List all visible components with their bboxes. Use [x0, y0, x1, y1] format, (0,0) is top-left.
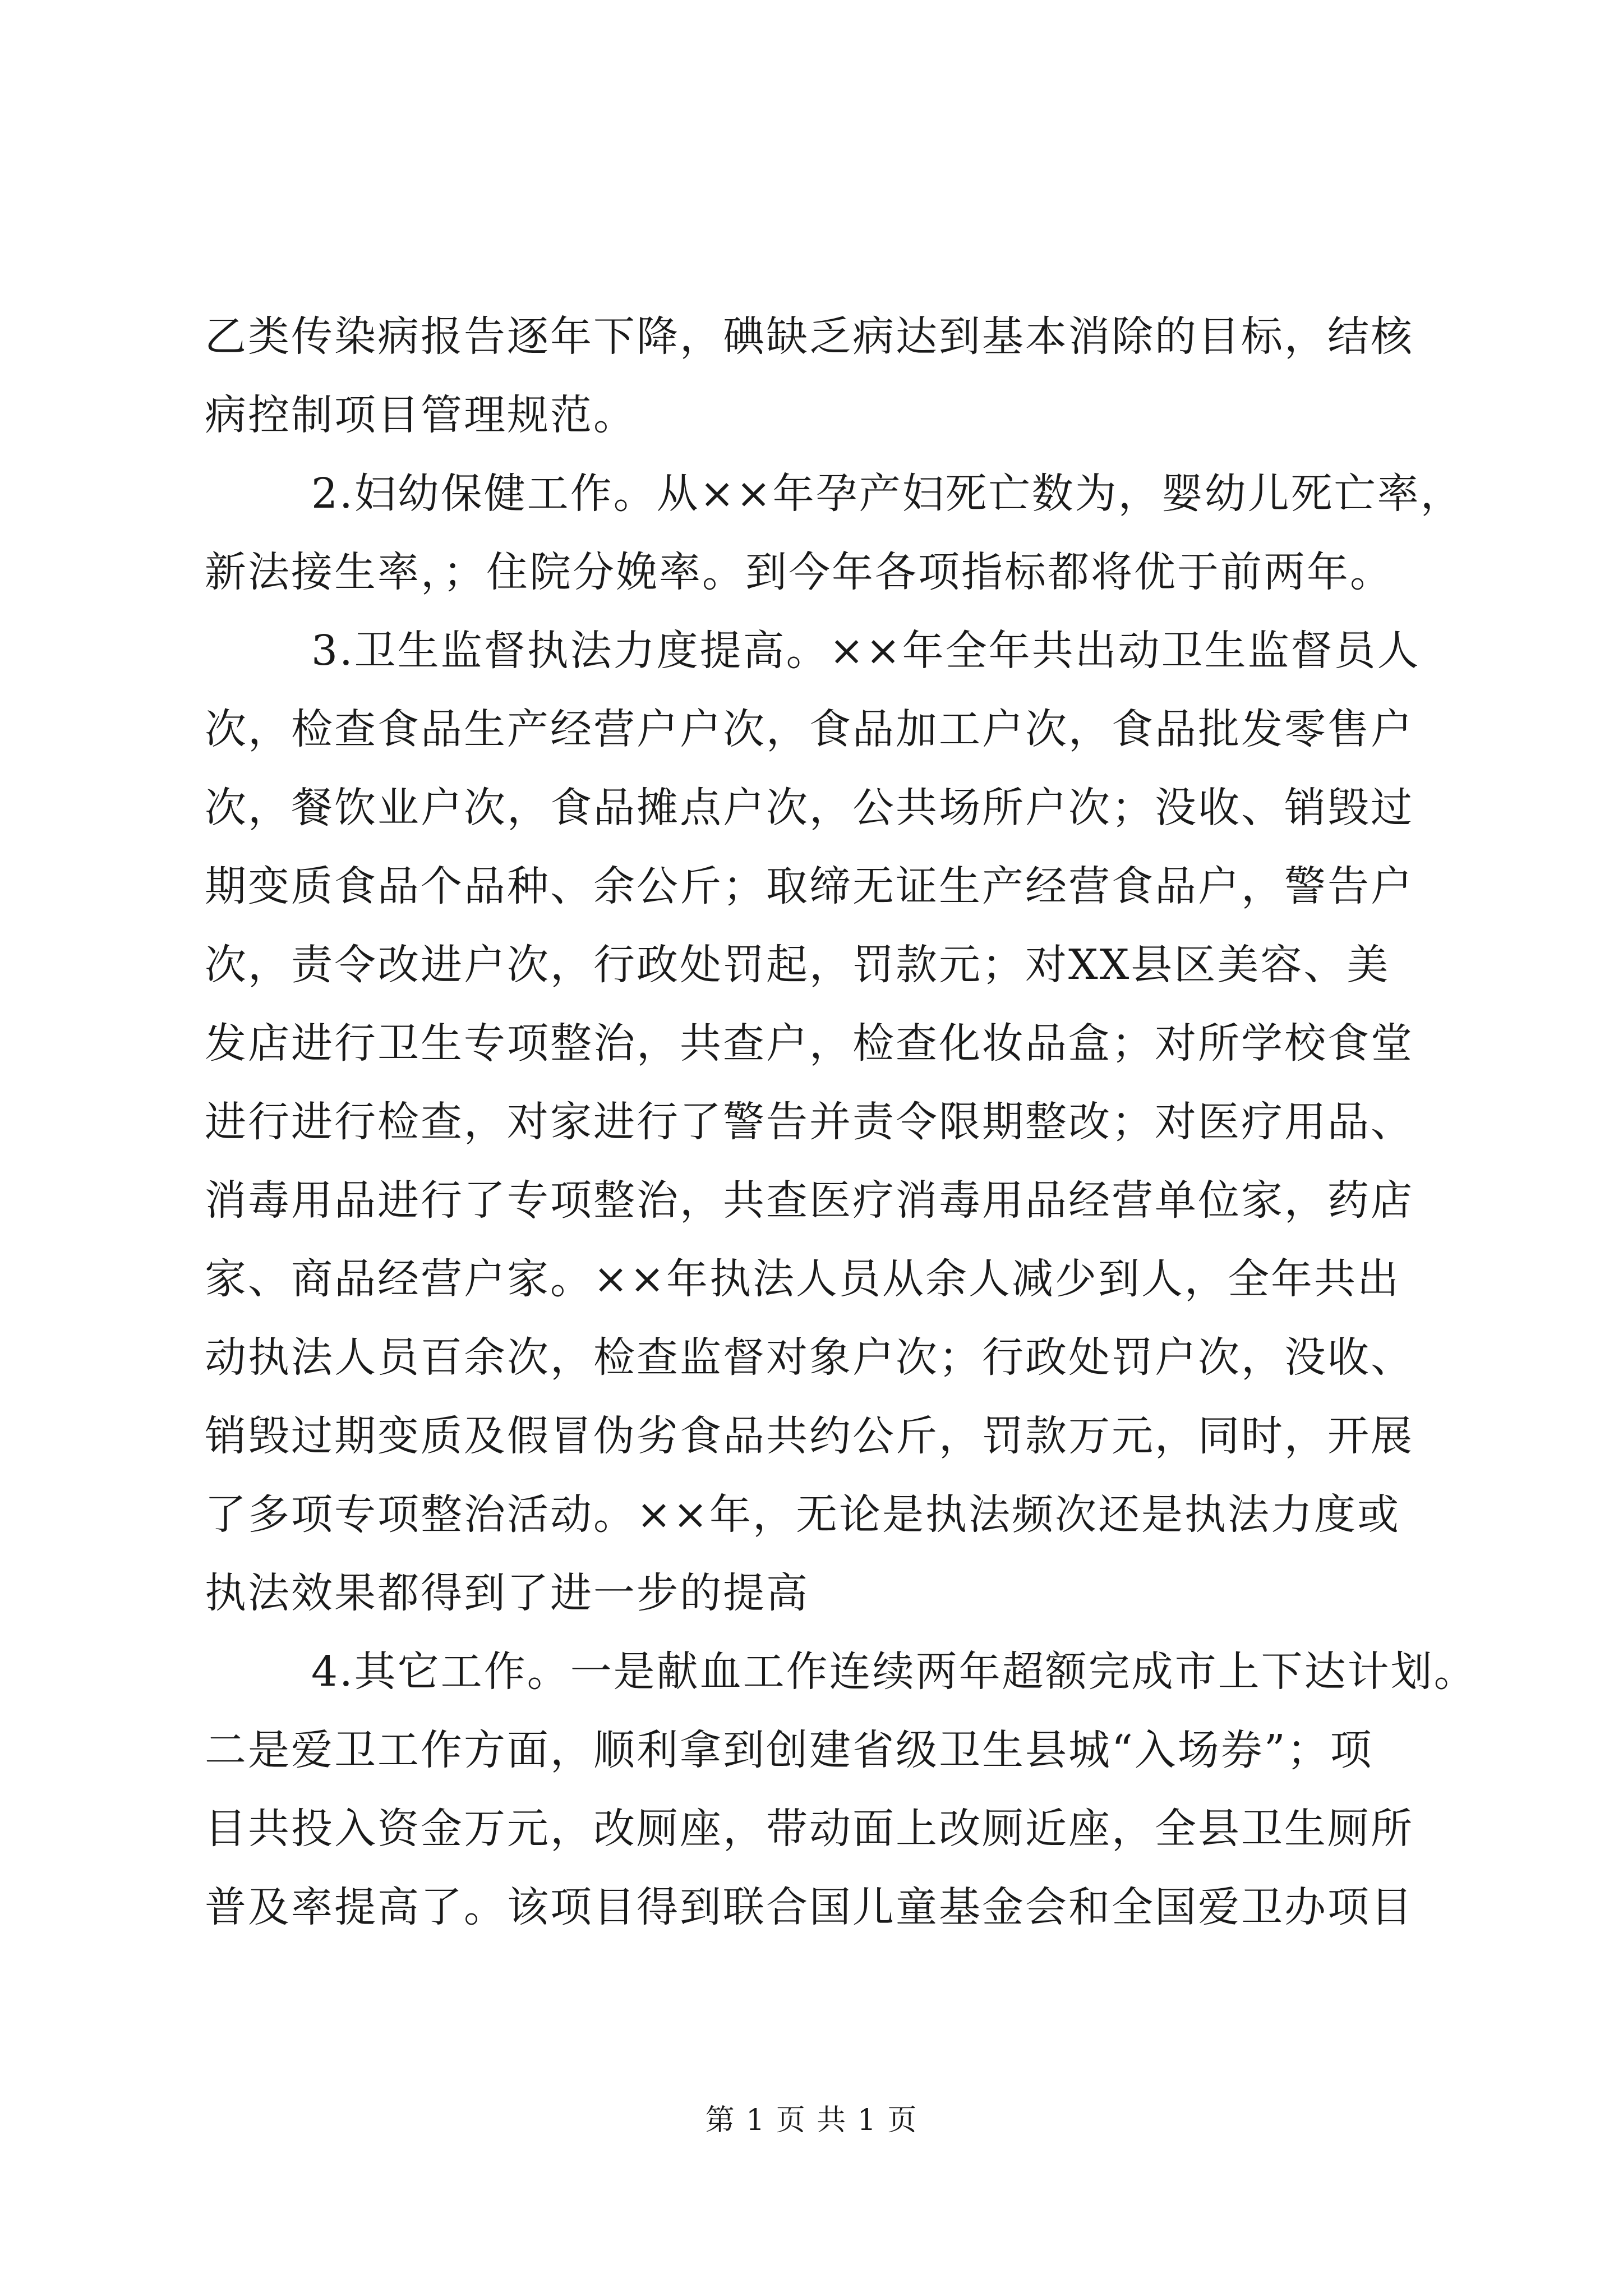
paragraph-start-line: 2.妇幼保健工作。从××年孕产妇死亡数为，婴幼儿死亡率，	[311, 470, 1464, 518]
text-line: 病控制项目管理规范。	[205, 391, 637, 439]
text-line: 普及率提高了。该项目得到联合国儿童基金会和全国爱卫办项目	[205, 1883, 1414, 1931]
paragraph-start-line: 4.其它工作。一是献血工作连续两年超额完成市上下达计划。	[311, 1648, 1477, 1696]
text-line: 次，餐饮业户次，食品摊点户次，公共场所户次；没收、销毁过	[205, 784, 1414, 832]
text-line: 执法效果都得到了进一步的提高	[205, 1569, 809, 1617]
text-line: 发店进行卫生专项整治，共查户，检查化妆品盒；对所学校食堂	[205, 1019, 1414, 1068]
text-line: 目共投入资金万元，改厕座，带动面上改厕近座，全县卫生厕所	[205, 1805, 1414, 1853]
text-line: 乙类传染病报告逐年下降，碘缺乏病达到基本消除的目标，结核	[205, 312, 1414, 361]
text-line: 家、商品经营户家。××年执法人员从余人减少到人，全年共出	[205, 1255, 1401, 1303]
text-line: 次，责令改进户次，行政处罚起，罚款元；对XX县区美容、美	[205, 941, 1390, 989]
page-number-footer: 第 1 页 共 1 页	[705, 2104, 918, 2137]
text-line: 次，检查食品生产经营户户次，食品加工户次，食品批发零售户	[205, 705, 1414, 753]
text-line: 消毒用品进行了专项整治，共查医疗消毒用品经营单位家，药店	[205, 1176, 1414, 1225]
text-line: 了多项专项整治活动。××年，无论是执法频次还是执法力度或	[205, 1490, 1401, 1539]
text-line: 销毁过期变质及假冒伪劣食品共约公斤，罚款万元，同时，开展	[205, 1412, 1414, 1460]
text-line: 动执法人员百余次，检查监督对象户次；行政处罚户次，没收、	[205, 1333, 1414, 1382]
text-line: 新法接生率，；住院分娩率。到今年各项指标都将优于前两年。	[205, 548, 1393, 596]
text-line: 期变质食品个品种、余公斤；取缔无证生产经营食品户，警告户	[205, 862, 1414, 910]
document-body	[205, 297, 1477, 1947]
text-line: 进行进行检查，对家进行了警告并责令限期整改；对医疗用品、	[205, 1098, 1414, 1146]
text-line: 二是爱卫工作方面，顺利拿到创建省级卫生县城“入场券”；项	[205, 1726, 1373, 1774]
paragraph-start-line: 3.卫生监督执法力度提高。××年全年共出动卫生监督员人	[311, 627, 1421, 675]
